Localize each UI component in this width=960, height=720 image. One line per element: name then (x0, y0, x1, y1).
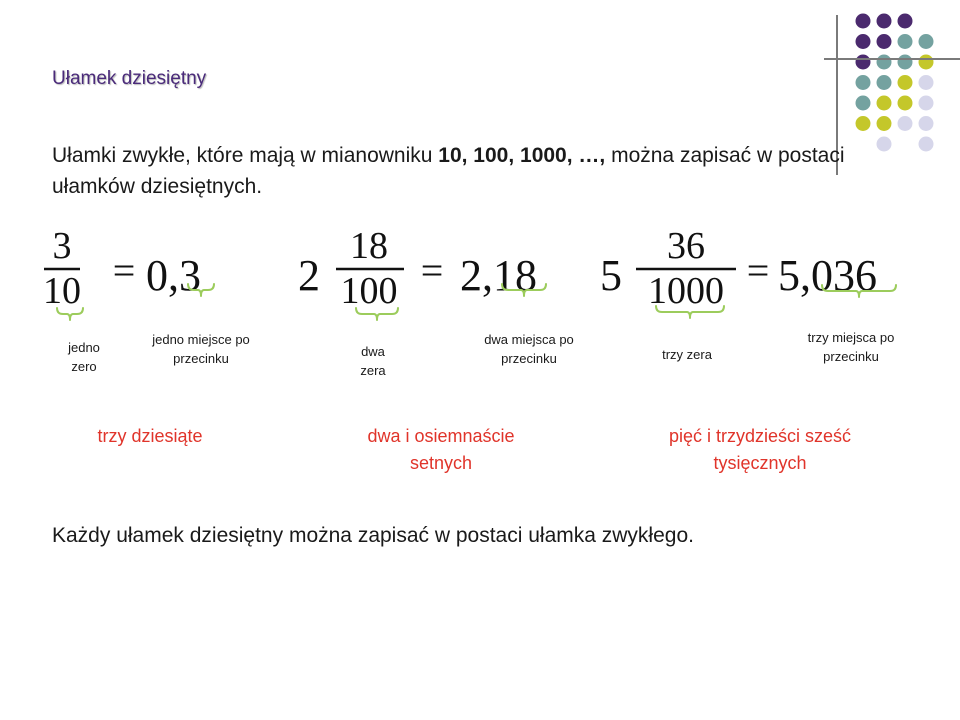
decorative-dot (856, 75, 871, 90)
equation-2-whole: 2 (298, 251, 320, 300)
brace-places-3 (820, 283, 898, 301)
note-places-1: jedno miejsce po przecinku (152, 332, 250, 366)
decorative-dot (877, 55, 892, 70)
equation-1-equals: = (112, 248, 136, 293)
decorative-dot (898, 75, 913, 90)
decorative-dot (877, 75, 892, 90)
decorative-dot (919, 34, 934, 49)
decorative-dot (898, 96, 913, 111)
decorative-dot (898, 34, 913, 49)
decorative-dot (877, 34, 892, 49)
decorative-dot (877, 96, 892, 111)
brace-zeros-3 (654, 304, 726, 322)
name-3: pięć i trzydzieści sześć tysięcznych (668, 426, 852, 473)
equation-2-numerator: 18 (350, 225, 388, 267)
intro-part-1: Ułamki zwykłe, które mają w mianowniku (52, 144, 439, 167)
footer-text: Każdy ułamek dziesiętny można zapisać w postaci ułamka zwykłego. (52, 524, 694, 547)
decorative-horizontal-line (824, 58, 960, 60)
intro-part-2: można zapisać w postaci ułamków dziesiętnych. (52, 144, 845, 198)
decorative-dot (877, 137, 892, 152)
brace-zeros-2 (354, 306, 400, 324)
equation-2-decimal: 2,18 (460, 251, 537, 300)
decorative-dot (856, 55, 871, 70)
intro-text (52, 140, 852, 202)
note-zeros-2: dwa zera (360, 344, 386, 378)
decorative-dot (856, 14, 871, 29)
name-1: trzy dziesiąte (97, 426, 203, 446)
decorative-dot (919, 137, 934, 152)
decorative-dot (919, 116, 934, 131)
name-2: dwa i osiemnaście setnych (367, 426, 515, 473)
equation-3-denominator: 1000 (648, 270, 724, 312)
decorative-dot-grid (840, 12, 950, 157)
brace-places-1 (186, 282, 216, 300)
note-places-3: trzy miejsca po przecinku (807, 330, 895, 364)
equation-3-decimal: 5,036 (778, 251, 877, 300)
equation-1-decimal: 0,3 (146, 251, 201, 300)
decorative-dot (877, 14, 892, 29)
intro-denominators: 10, 100, 1000, …, (438, 144, 606, 167)
decorative-dot (919, 96, 934, 111)
equation-3-whole: 5 (600, 251, 622, 300)
decorative-dot (898, 116, 913, 131)
brace-zeros-1 (55, 306, 85, 324)
equation-3-equals: = (746, 248, 770, 293)
note-places-2: dwa miejsca po przecinku (484, 332, 574, 366)
decorative-dot (856, 96, 871, 111)
slide-title: Ułamek dziesiętny (52, 68, 207, 89)
note-zeros-3: trzy zera (662, 347, 712, 362)
brace-places-2 (500, 282, 548, 300)
equation-2-equals: = (420, 248, 444, 293)
decorative-dot (877, 116, 892, 131)
decorative-dot (919, 75, 934, 90)
decorative-dot (919, 55, 934, 70)
decorative-dot (856, 116, 871, 131)
decorative-dot (898, 14, 913, 29)
equation-1-denominator: 10 (43, 270, 81, 312)
equation-2-denominator: 100 (340, 270, 398, 312)
equation-1-numerator: 3 (52, 225, 72, 267)
decorative-dot (856, 34, 871, 49)
note-zeros-1: jedno zero (68, 340, 100, 374)
decorative-dot (898, 55, 913, 70)
equation-3-numerator: 36 (667, 225, 705, 267)
